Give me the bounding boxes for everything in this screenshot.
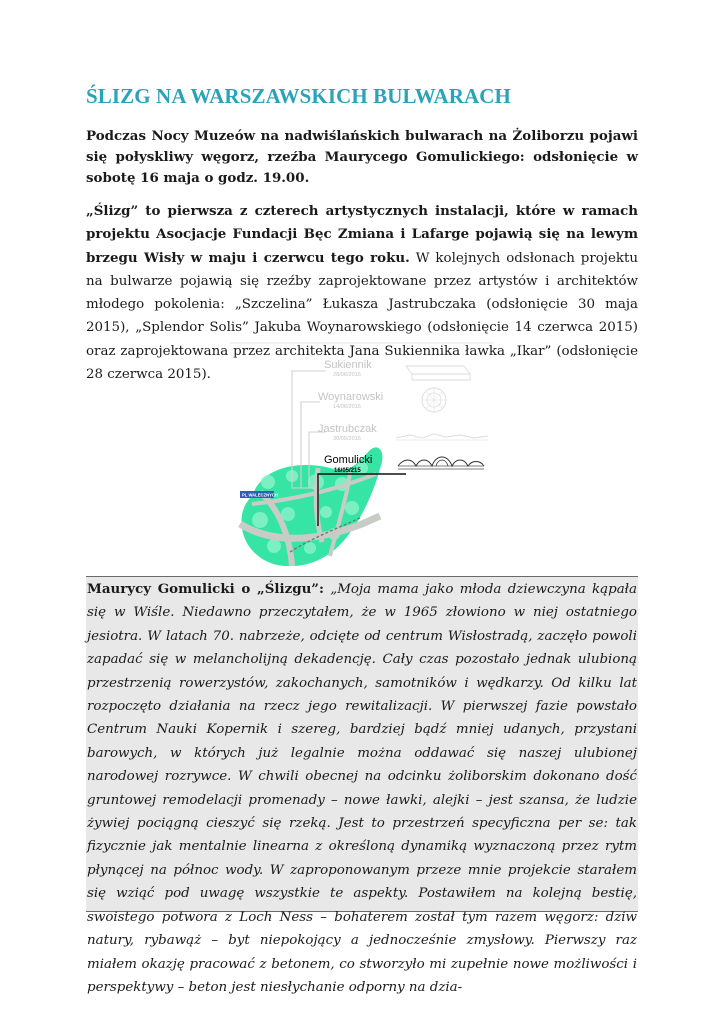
date-gomulicki: 16/05/215 [334,468,361,474]
label-gomulicki: Gomulicki [324,454,373,466]
date-sukiennik: 28/06/2015 [333,372,361,378]
lead-paragraph: Podczas Nocy Muzeów na nadwiślańskich bulwarach na Żoliborzu pojawi się połyskliwy węgorz, rzeźba Maurycego Gomulickiego: odsłonięcie w sobotę 16 maja o godz. 19.00. [86,128,638,186]
date-woynarowski: 14/06/2015 [333,404,361,410]
label-woynarowski: Woynarowski [318,391,384,403]
label-sukiennik: Sukiennik [324,359,372,371]
sun-sketch [422,388,446,412]
label-jastrubczak-date: 30/05/2015 [333,436,361,442]
map-sign [240,491,278,498]
quote-paragraph [86,577,638,999]
intro-bold-text: „Ślizg” to pierwsza z czterech artystycznych instalacji, które w ramach projektu Asocjacje Fundacji Bęc Zmiana i Lafarge pojawią się na lewym brzegu Wisły w maju i czerwcu tego roku. [86,203,638,266]
label-jastrubczak: Jastrubczak [318,423,377,435]
quote-box [86,576,638,995]
timeline-map-figure [230,342,494,566]
page-title: ŚLIZG NA WARSZAWSKICH BULWARACH [86,84,511,108]
intro-rest-text: W kolejnych odsłonach projektu na bulwarze pojawią się rzeźby zaprojektowane przez artystów i architektów młodego pokolenia: „Szczelina” Łukasza Jastrubczaka (odsłonięcie 30 maja 2015), „Splendor Solis” Jakuba Woynarowskiego (odsłonięcie 14 czerwca 2015) oraz zaprojektowana przez architekta Jana Sukiennika ławka „Ikar” (odsłonięcie 28 czerwca 2015). [86,250,638,383]
quote-lead: Maurycy Gomulicki o „Ślizgu”: [87,581,324,597]
crack-sketch [396,434,488,440]
map-sign-text: PL WALECZNYCH [242,492,278,498]
bench-sketch [406,366,470,380]
eel-sculpture-sketch [398,457,484,469]
quote-body: „Moja mama jako młoda dziewczyna kąpała się w Wiśle. Niedawno przeczytałem, że w 1965 złowiono w niej ostatniego jesiotra. W latach 70. nabrzeże, odcięte od centrum Wisłostradą, zaczęło powoli zapadać się w melancholijną dekadencję. Cały czas pozostało jednak ulubioną przestrzenią rowerzystów, zakochanych, samotników i wędkarzy. Od kilku lat rozpoczęto działania na rzecz jego rewitalizacji. W pierwszej fazie powstało Centrum Nauki Kopernik i szereg, bardziej bądź mniej udanych, przystani barowych, w których już legalnie można oddawać się naszej ulubionej narodowej rozrywce. W chwili obecnej na odcinku żoliborskim dokonano dość gruntowej remodelacji promenady – nowe ławki, alejki – jest szansa, że ludzie żywiej pociągną cieszyć się rzeką. Jest to przestrzeń specyficzna per se: tak fizycznie jak mentalnie linearna z określoną dynamiką wyznaczoną przez rytm płynącej na północ wody. W zaproponowanym przeze mnie projekcie starałem się wziąć pod uwagę wszystkie te aspekty. Postawiłem na kolejną bestię, swoistego potwora z Loch Ness – bohaterem został tym razem węgorz: dziw natury, rybawąż – byt niepokojący a jednocześnie zmysłowy. Pierwszy raz miałem okazję pracować z betonem, co stworzyło mi zupełnie nowe możliwości i perspektywy – beton jest niesłychanie odporny na dzia- [87,582,638,995]
timeline-map-illustration [230,342,494,566]
